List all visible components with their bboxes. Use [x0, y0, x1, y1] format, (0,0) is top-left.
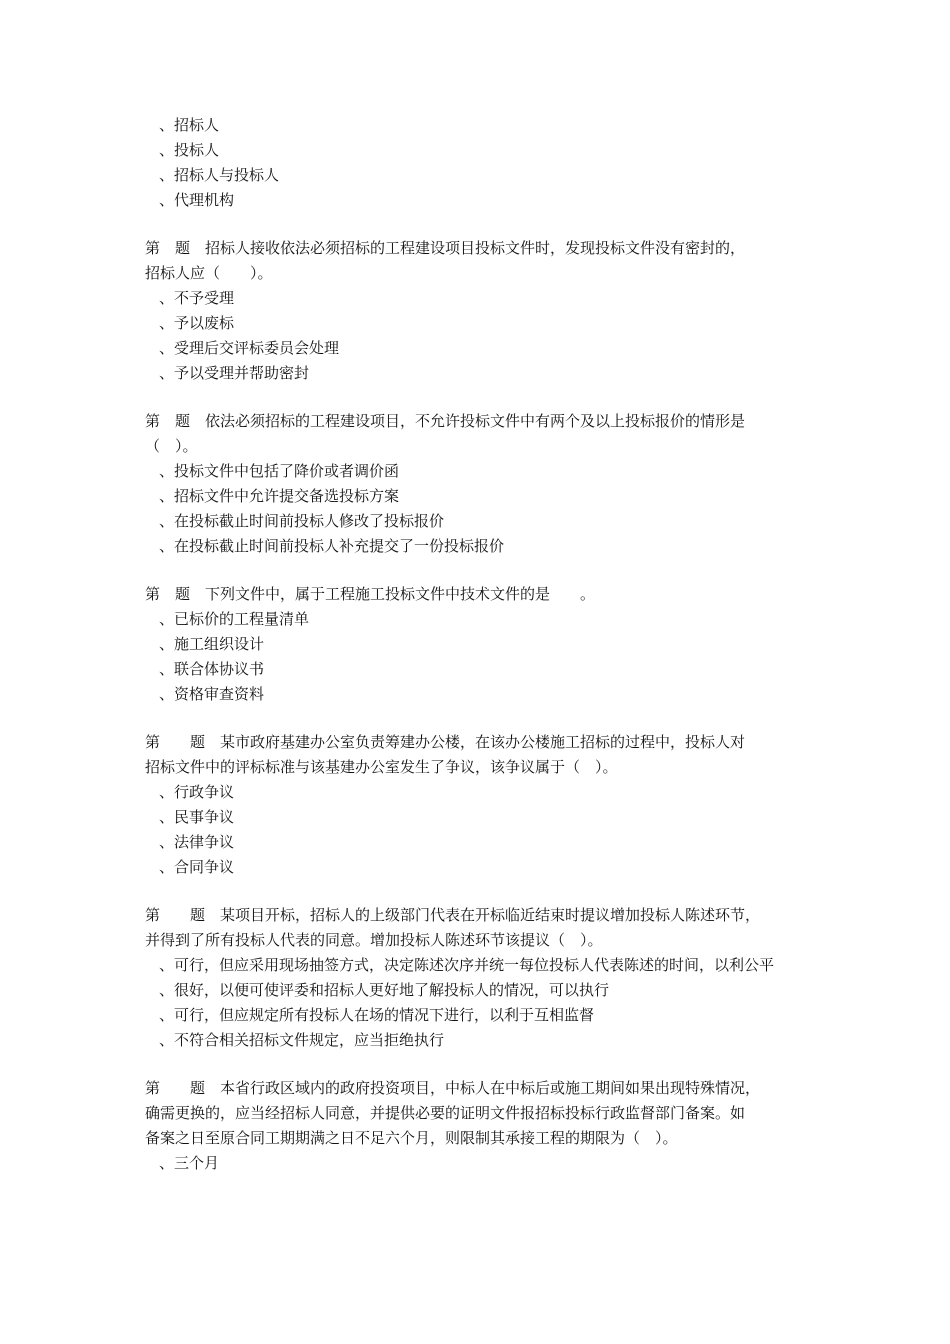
question-text: 招标人接收依法必须招标的工程建设项目投标文件时，发现投标文件没有密封的，: [205, 239, 746, 257]
question-label: 第 题: [145, 1079, 206, 1097]
option[interactable]: 、投标文件中包括了降价或者调价函: [159, 462, 400, 480]
option[interactable]: 、予以废标: [159, 314, 235, 332]
option[interactable]: 、施工组织设计: [159, 635, 265, 653]
question-text: 依法必须招标的工程建设项目，不允许投标文件中有两个及以上投标报价的情形是: [205, 412, 746, 430]
option[interactable]: 、招标人与投标人: [159, 166, 280, 184]
question-text: 招标文件中的评标标准与该基建办公室发生了争议，该争议属于（ ）。: [145, 758, 618, 776]
option[interactable]: 、已标价的工程量清单: [159, 610, 310, 628]
option[interactable]: 、可行，但应规定所有投标人在场的情况下进行，以利于互相监督: [159, 1006, 595, 1024]
question-label: 第 题: [145, 585, 191, 603]
option[interactable]: 、行政争议: [159, 783, 235, 801]
question-block: [145, 903, 810, 1053]
option[interactable]: 、招标人: [159, 116, 220, 134]
option[interactable]: 、联合体协议书: [159, 660, 265, 678]
option[interactable]: 、在投标截止时间前投标人补充提交了一份投标报价: [159, 537, 505, 555]
question-label: 第 题: [145, 412, 191, 430]
option[interactable]: 、代理机构: [159, 191, 235, 209]
document-page: [145, 113, 810, 1176]
option[interactable]: 、很好，以便可使评委和招标人更好地了解投标人的情况，可以执行: [159, 981, 610, 999]
question-label: 第 题: [145, 906, 206, 924]
option[interactable]: 、法律争议: [159, 833, 235, 851]
question-text: 本省行政区域内的政府投资项目，中标人在中标后或施工期间如果出现特殊情况，: [220, 1079, 761, 1097]
question-text: 确需更换的，应当经招标人同意，并提供必要的证明文件报招标投标行政监督部门备案。如: [145, 1104, 746, 1122]
option[interactable]: 、合同争议: [159, 858, 235, 876]
option[interactable]: 、不予受理: [159, 289, 235, 307]
question-block: [145, 236, 810, 386]
question-text: 某市政府基建办公室负责筹建办公楼，在该办公楼施工招标的过程中，投标人对: [220, 733, 746, 751]
option[interactable]: 、不符合相关招标文件规定，应当拒绝执行: [159, 1031, 445, 1049]
question-text: 下列文件中，属于工程施工投标文件中技术文件的是 。: [205, 585, 596, 603]
question-label: 第 题: [145, 239, 191, 257]
option[interactable]: 、招标文件中允许提交备选投标方案: [159, 487, 400, 505]
option[interactable]: 、可行，但应采用现场抽签方式，决定陈述次序并统一每位投标人代表陈述的时间，以利公平: [159, 956, 775, 974]
question-text: 某项目开标，招标人的上级部门代表在开标临近结束时提议增加投标人陈述环节，: [220, 906, 761, 924]
question-text: 并得到了所有投标人代表的同意。增加投标人陈述环节该提议（ ）。: [145, 931, 603, 949]
question-label: 第 题: [145, 733, 206, 751]
question-block: [145, 1076, 810, 1176]
question-block: [145, 730, 810, 880]
question-text: （ ）。: [145, 437, 198, 455]
top-options: [145, 113, 810, 213]
question-block: [145, 409, 810, 559]
option[interactable]: 、投标人: [159, 141, 220, 159]
option[interactable]: 、民事争议: [159, 808, 235, 826]
question-text: 招标人应（ ）。: [145, 264, 273, 282]
question-text: 备案之日至原合同工期期满之日不足六个月，则限制其承接工程的期限为（ ）。: [145, 1129, 678, 1147]
question-block: [145, 582, 810, 707]
option[interactable]: 、予以受理并帮助密封: [159, 364, 310, 382]
option[interactable]: 、受理后交评标委员会处理: [159, 339, 340, 357]
option[interactable]: 、资格审查资料: [159, 685, 265, 703]
option[interactable]: 、在投标截止时间前投标人修改了投标报价: [159, 512, 445, 530]
option[interactable]: 、三个月: [159, 1154, 220, 1172]
